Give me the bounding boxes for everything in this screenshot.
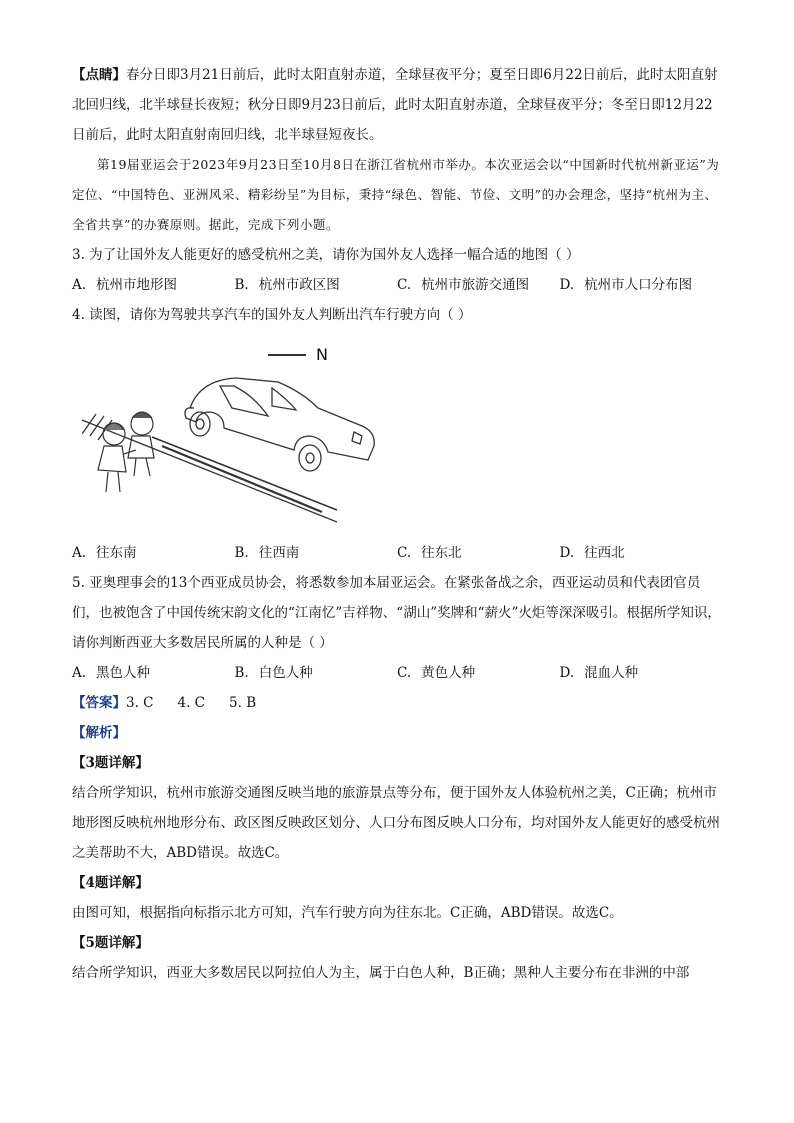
- q3-option-b: B. 杭州市政区图: [234, 277, 340, 293]
- q3-option-a: A. 杭州市地形图: [72, 277, 178, 293]
- q5-option-a: A. 黑色人种: [72, 665, 151, 681]
- q5-option-c: C. 黄色人种: [397, 665, 476, 681]
- answer-line: [72, 688, 722, 718]
- intro-paragraph: 第19届亚运会于2023年9月23日至10月8日在浙江省杭州市举办。本次亚运会以“中国新时代杭州新亚运”为定位、“中国特色、亚洲风采、精彩纷呈”为目标，秉持“绿色、智能、节俭、文明”的办会理念，坚持“杭州为主、全省共享”的办赛原则。据此，完成下列小题。: [72, 157, 720, 232]
- detail5-tag: 【5题详解】: [72, 935, 149, 951]
- detail3-tag: 【3题详解】: [72, 755, 149, 771]
- q5-option-d: D. 混血人种: [559, 665, 639, 681]
- detail4-tag: 【4题详解】: [72, 875, 149, 891]
- answer-3: 3. C: [126, 695, 154, 711]
- q3-option-c: C. 杭州市旅游交通图: [397, 277, 530, 293]
- q3-options: [72, 270, 722, 300]
- north-label: N: [316, 345, 328, 364]
- street-scene-illustration: [82, 362, 382, 532]
- detail4-text: 由图可知，根据指向标指示北方可知，汽车行驶方向为往东北。C正确，ABD错误。故选C。: [72, 905, 623, 921]
- q4-option-c: C. 往东北: [397, 545, 462, 561]
- children-figure-icon: [98, 412, 154, 492]
- detail3-text: 结合所学知识，杭州市旅游交通图反映当地的旅游景点等分布，便于国外友人体验杭州之美，C正确；杭州市地形图反映杭州地形分布、政区图反映政区划分、人口分布图反映人口分布，均对国外友人能更好的感受杭州之美帮助不大，ABD错误。故选C。: [72, 785, 720, 861]
- q4-option-d: D. 往西北: [559, 545, 625, 561]
- q5-stem: 5. 亚奥理事会的13个西亚成员协会，将悉数参加本届亚运会。在紧张备战之余，西亚运动员和代表团官员们，也被饱含了中国传统宋韵文化的“江南忆”吉祥物、“湖山”奖牌和“薪火”火炬等深深吸引。根据所学知识，请你判断西亚大多数居民所属的人种是（ ）: [72, 575, 721, 651]
- q3-option-d: D. 杭州市人口分布图: [559, 277, 693, 293]
- tip-tag: 【点睛】: [72, 67, 126, 83]
- answer-5: 5. B: [229, 695, 257, 711]
- q4-option-b: B. 往西南: [234, 545, 300, 561]
- q4-figure: [72, 332, 722, 532]
- q5-option-b: B. 白色人种: [234, 665, 313, 681]
- answer-tag: 【答案】: [72, 695, 126, 711]
- q4-option-a: A. 往东南: [72, 545, 137, 561]
- tip-text: 春分日即3月21日前后，此时太阳直射赤道，全球昼夜平分；夏至日即6月22日前后，此时太阳直射北回归线，北半球昼长夜短；秋分日即9月23日前后，此时太阳直射赤道，全球昼夜平分；冬至日即12月22日前后，此时太阳直射南回归线，北半球昼短夜长。: [72, 67, 718, 143]
- q4-options: [72, 538, 722, 568]
- q3-stem: 3. 为了让国外友人能更好的感受杭州之美，请你为国外友人选择一幅合适的地图（ ）: [72, 247, 580, 263]
- analysis-tag: 【解析】: [72, 725, 126, 741]
- q4-stem: 4. 读图，请你为驾驶共享汽车的国外友人判断出汽车行驶方向（ ）: [72, 307, 472, 323]
- car-figure-icon: [185, 378, 374, 471]
- q5-options: [72, 658, 722, 688]
- tip-paragraph: [72, 60, 722, 150]
- detail5-text: 结合所学知识，西亚大多数居民以阿拉伯人为主，属于白色人种，B正确；黑种人主要分布在非洲的中部: [72, 965, 690, 981]
- document-page: [72, 60, 722, 988]
- answer-4: 4. C: [177, 695, 206, 711]
